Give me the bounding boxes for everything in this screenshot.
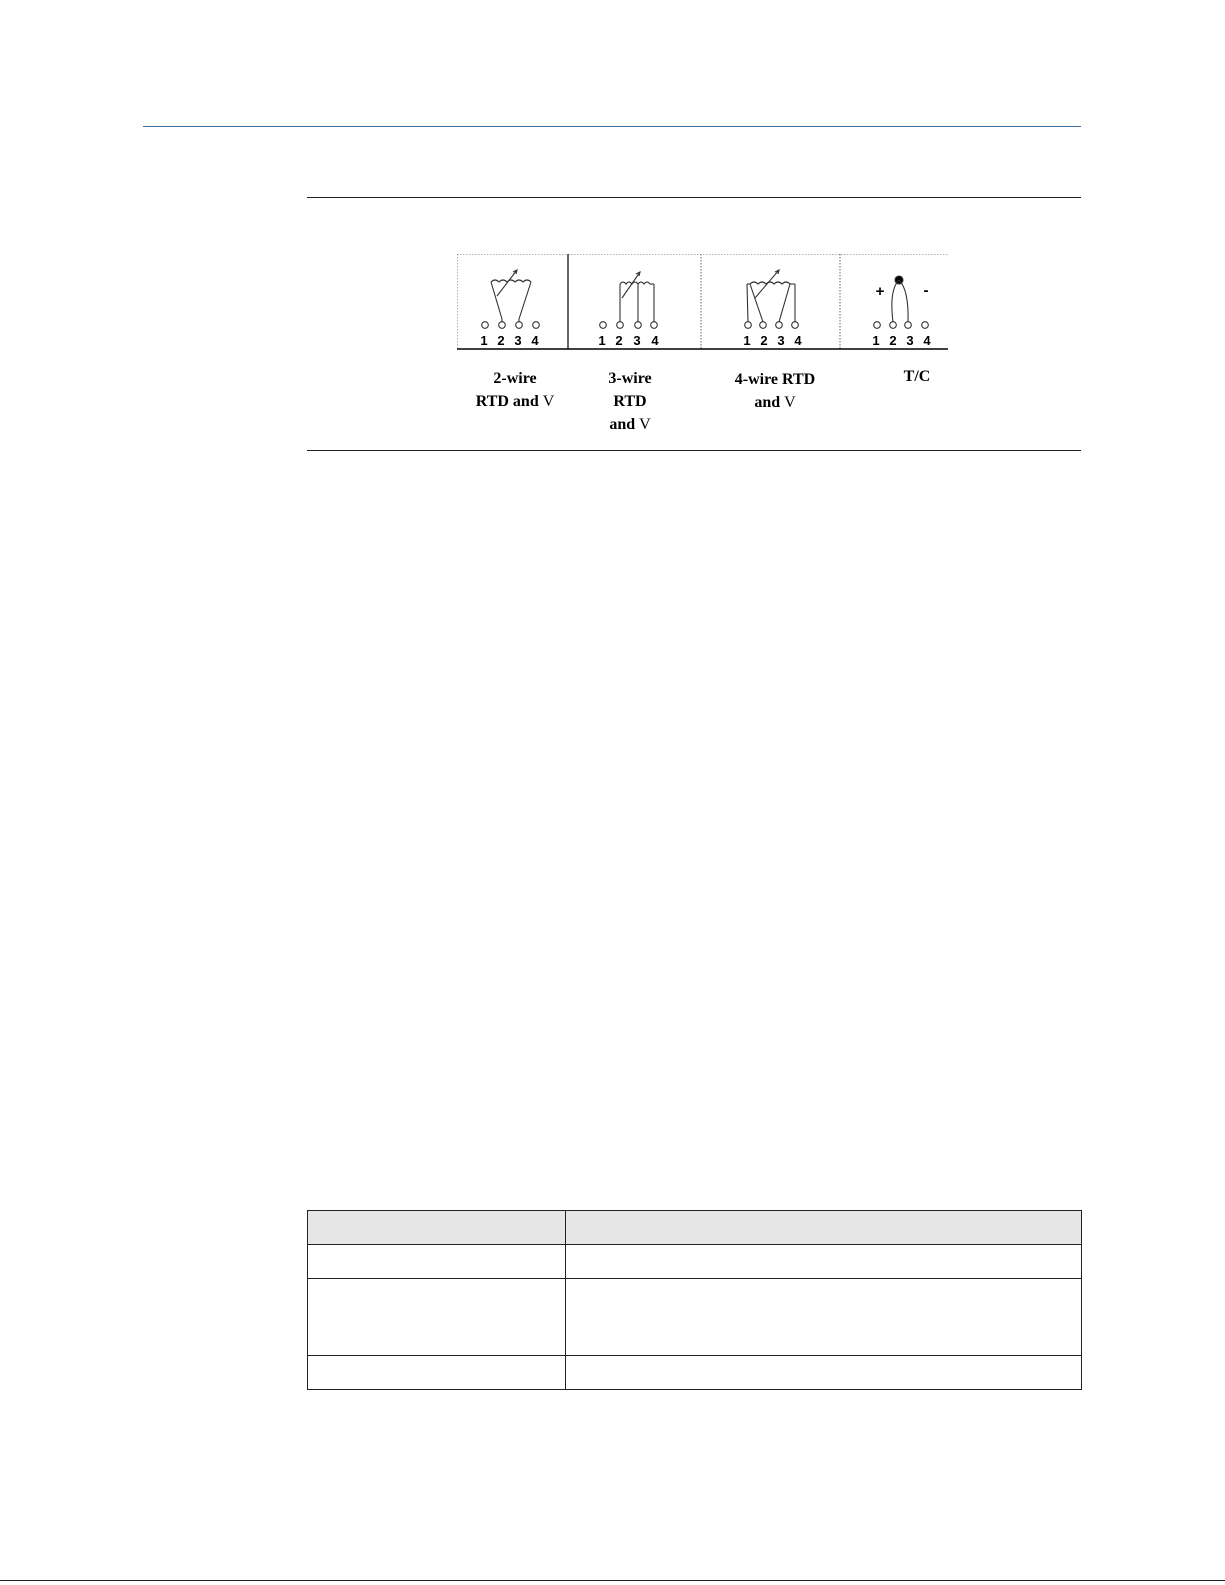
- terminal-label: 2: [889, 333, 897, 348]
- figure-bottom-rule: [307, 450, 1081, 451]
- caption-3-wire-plain: V: [639, 416, 651, 433]
- terminal-label: 2: [760, 333, 768, 348]
- table-row: [308, 1356, 1082, 1390]
- tc-minus-sign: -: [923, 282, 929, 299]
- panel-3-wire: [600, 272, 658, 328]
- terminal-label: 4: [923, 333, 931, 348]
- terminal-label: 4: [531, 333, 539, 348]
- terminal-label: 3: [514, 333, 522, 348]
- table-cell: [566, 1245, 1082, 1279]
- panel-tc-terminal-labels: [872, 333, 931, 348]
- table-cell: [566, 1279, 1082, 1356]
- terminal-label: 1: [480, 333, 488, 348]
- tc-plus-sign: +: [875, 283, 885, 300]
- table-header-row: [308, 1211, 1082, 1245]
- table: [307, 1210, 1082, 1390]
- caption-3-wire-bold: 3-wire RTD and: [608, 370, 652, 433]
- caption-4-wire-plain: V: [784, 394, 796, 411]
- wiring-diagram: [457, 254, 959, 354]
- terminal-label: 4: [794, 333, 802, 348]
- terminal-label: 1: [872, 333, 880, 348]
- data-table: [307, 1210, 1082, 1390]
- terminal-label: 3: [633, 333, 641, 348]
- table-header-cell: [566, 1211, 1082, 1245]
- panel-2-wire-terminal-labels: [480, 333, 539, 348]
- page-bottom-rule: [0, 1580, 1225, 1581]
- caption-3-wire: [580, 367, 680, 436]
- terminal-label: 1: [598, 333, 606, 348]
- caption-2-wire: [460, 367, 570, 413]
- terminal-label: 2: [615, 333, 623, 348]
- header-rule: [143, 126, 1081, 127]
- caption-4-wire: [715, 368, 835, 414]
- caption-4-wire-bold: 4-wire RTD and: [734, 371, 816, 411]
- table-cell: [308, 1356, 566, 1390]
- panel-3-wire-terminal-labels: [598, 333, 659, 348]
- table-cell: [308, 1245, 566, 1279]
- panel-4-wire-terminal-labels: [743, 333, 802, 348]
- table-row: [308, 1279, 1082, 1356]
- caption-tc: [877, 365, 957, 388]
- caption-2-wire-plain: V: [542, 393, 555, 410]
- table-row: [308, 1245, 1082, 1279]
- table-cell: [566, 1356, 1082, 1390]
- panel-2-wire: [482, 270, 540, 328]
- terminal-label: 1: [743, 333, 751, 348]
- caption-tc-bold: T/C: [903, 368, 931, 385]
- terminal-label: 4: [651, 333, 659, 348]
- terminal-label: 3: [777, 333, 785, 348]
- caption-2-wire-bold: 2-wire RTD and: [475, 370, 539, 410]
- terminal-label: 2: [497, 333, 505, 348]
- table-cell: [308, 1279, 566, 1356]
- panel-4-wire: [745, 270, 799, 328]
- terminal-label: 3: [906, 333, 914, 348]
- table-header-cell: [308, 1211, 566, 1245]
- figure-top-rule: [307, 197, 1081, 198]
